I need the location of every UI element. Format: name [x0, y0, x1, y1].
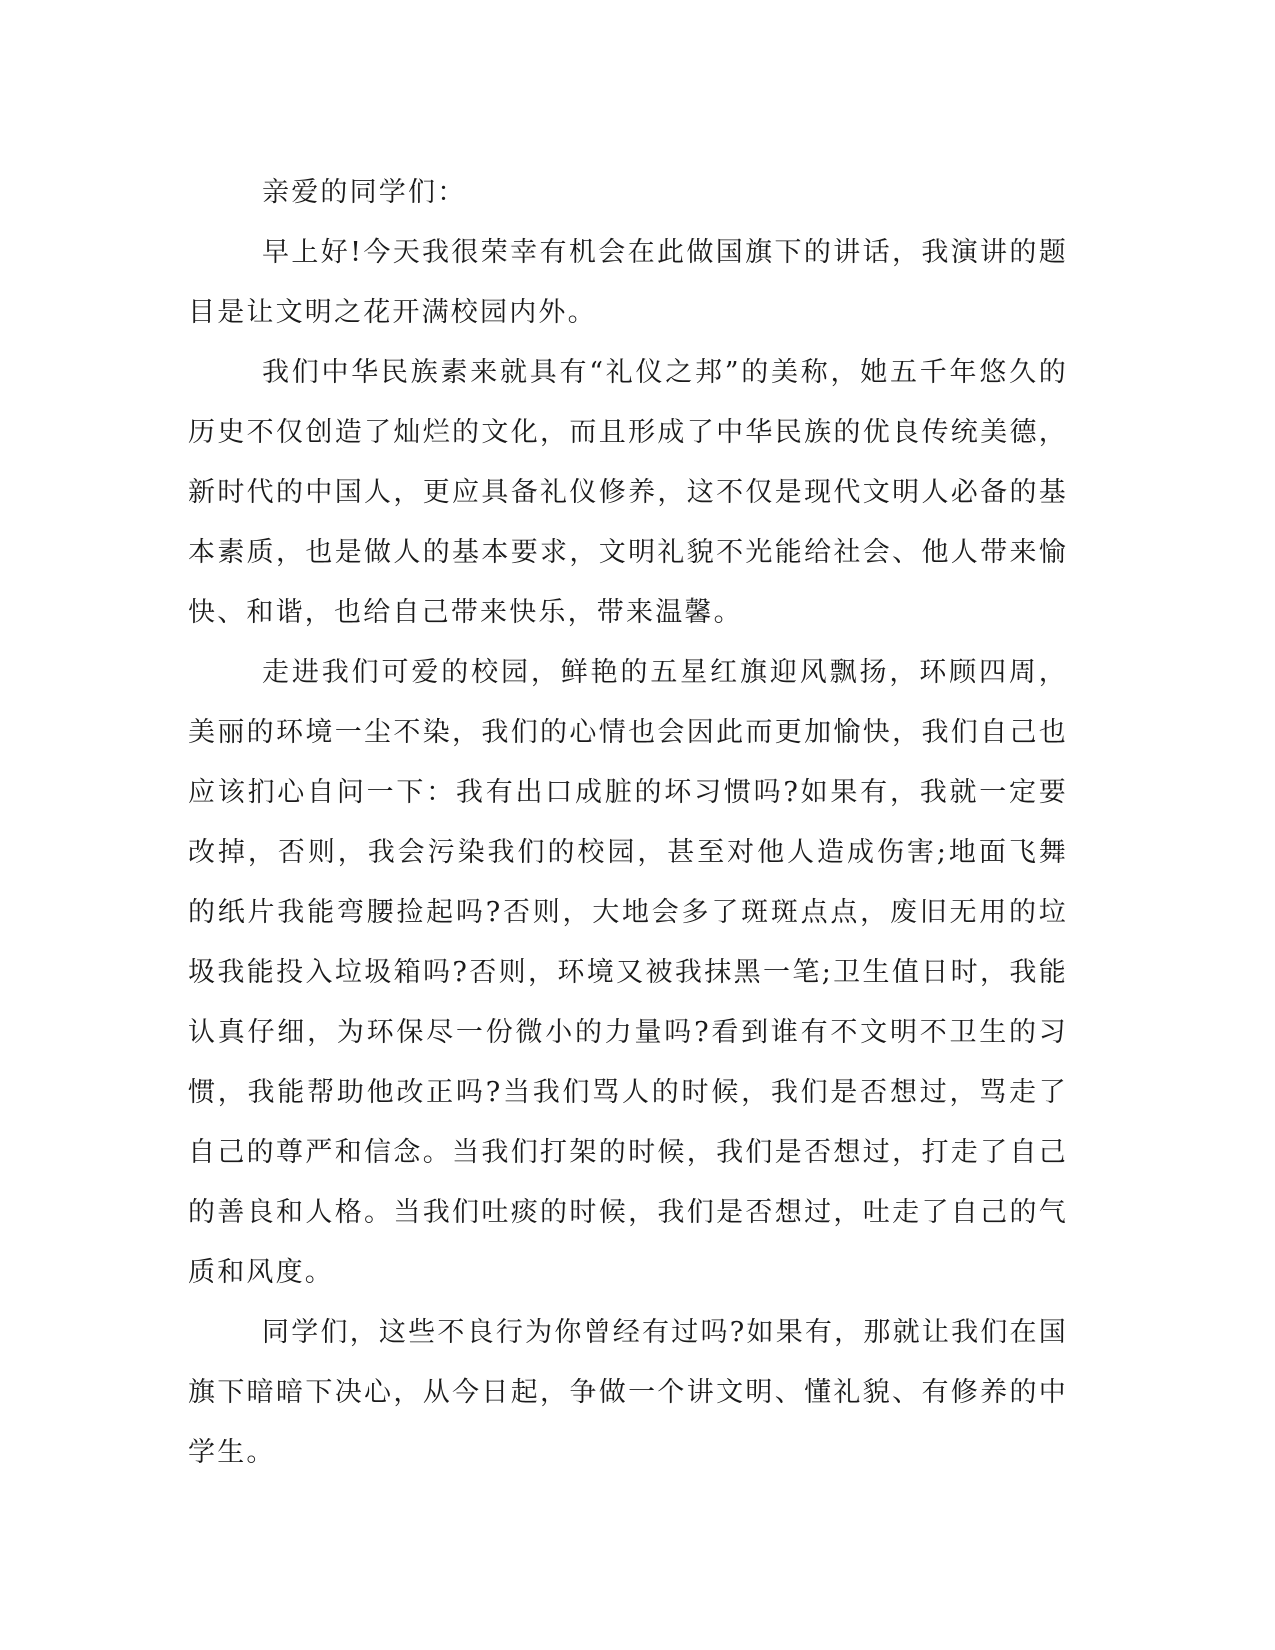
greeting-line: 亲爱的同学们： [262, 177, 467, 208]
paragraph-intro: 早上好!今天我很荣幸有机会在此做国旗下的讲话，我演讲的题目是让文明之花开满校园内外。 [188, 237, 1068, 328]
paragraph-closing: 同学们，这些不良行为你曾经有过吗?如果有，那就让我们在国旗下暗暗下决心，从今日起，争做一个讲文明、懂礼貌、有修养的中学生。 [188, 1317, 1068, 1468]
paragraph-etiquette: 我们中华民族素来就具有“礼仪之邦”的美称，她五千年悠久的历史不仅创造了灿烂的文化，而且形成了中华民族的优良传统美德，新时代的中国人，更应具备礼仪修养，这不仅是现代文明人必备的基本素质，也是做人的基本要求，文明礼貌不光能给社会、他人带来愉快、和谐，也给自己带来快乐，带来温馨。 [188, 357, 1068, 628]
document-body [188, 163, 1068, 1483]
paragraph-campus: 走进我们可爱的校园，鲜艳的五星红旗迎风飘扬，环顾四周，美丽的环境一尘不染，我们的心情也会因此而更加愉快，我们自己也应该扪心自问一下：我有出口成脏的坏习惯吗?如果有，我就一定要改掉，否则，我会污染我们的校园，甚至对他人造成伤害;地面飞舞的纸片我能弯腰捡起吗?否则，大地会多了斑斑点点，废旧无用的垃圾我能投入垃圾箱吗?否则，环境又被我抹黑一笔;卫生值日时，我能认真仔细，为环保尽一份微小的力量吗?看到谁有不文明不卫生的习惯，我能帮助他改正吗?当我们骂人的时候，我们是否想过，骂走了自己的尊严和信念。当我们打架的时候，我们是否想过，打走了自己的善良和人格。当我们吐痰的时候，我们是否想过，吐走了自己的气质和风度。 [188, 657, 1068, 1288]
